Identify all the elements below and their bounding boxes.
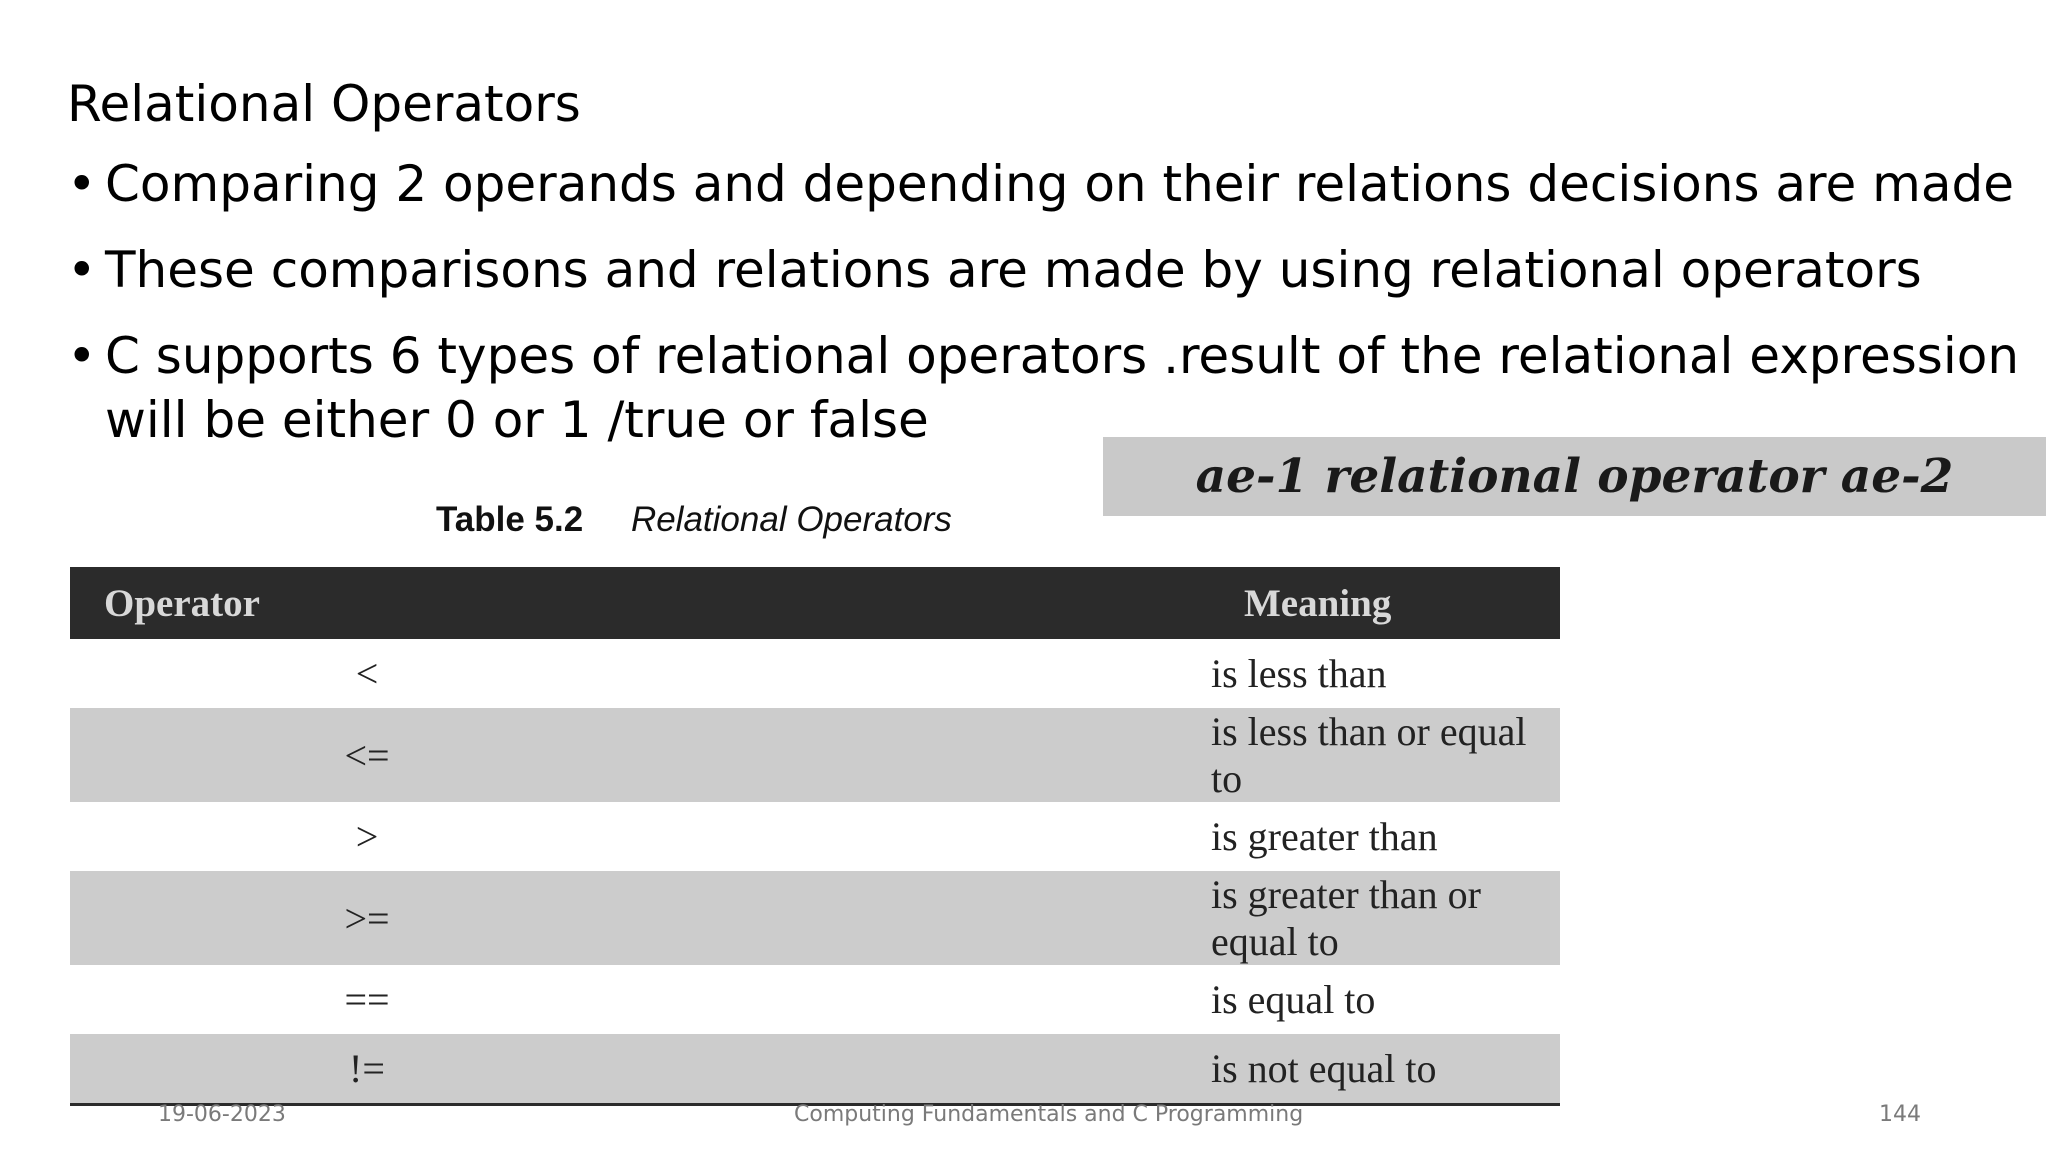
- operator-cell: !=: [70, 1034, 664, 1105]
- table-caption-number: Table 5.2: [436, 500, 584, 539]
- bullet-dot-icon: •: [67, 155, 97, 213]
- header-operator: Operator: [70, 567, 664, 639]
- footer-course-title: Computing Fundamentals and C Programming: [794, 1102, 1304, 1127]
- bullet-text: Comparing 2 operands and depending on their relations decisions are made: [105, 155, 2015, 213]
- footer-date: 19-06-2023: [158, 1102, 286, 1127]
- table-row: [70, 965, 1560, 1034]
- operator-cell: <=: [70, 708, 664, 802]
- bullet-item: [67, 324, 2020, 452]
- meaning-cell: is greater than: [1211, 814, 1438, 859]
- expression-text: ae-1 relational operator ae-2: [1195, 449, 1954, 504]
- meaning-cell: is greater than or equal to: [664, 871, 1560, 965]
- table-row: [70, 802, 1560, 871]
- operators-table: [70, 567, 1560, 1106]
- bullet-dot-icon: •: [67, 327, 97, 385]
- bullet-text: These comparisons and relations are made by using relational operators: [105, 241, 1922, 299]
- meaning-cell: is not equal to: [664, 1034, 1560, 1105]
- bullet-text: C supports 6 types of relational operators .result of the relational expression: [105, 327, 2020, 385]
- table-caption: [436, 500, 952, 540]
- operator-cell: ==: [344, 977, 390, 1022]
- meaning-cell: is less than: [1211, 651, 1387, 696]
- table-row: [70, 708, 1560, 802]
- meaning-cell: is equal to: [1211, 977, 1376, 1022]
- operator-cell: >: [355, 814, 379, 859]
- table-caption-title: Relational Operators: [630, 500, 952, 539]
- table-row: [70, 639, 1560, 708]
- bullet-text-continuation: will be either 0 or 1 /true or false: [105, 391, 929, 449]
- operator-cell: <: [355, 651, 379, 696]
- bullet-item: [67, 152, 2017, 216]
- expression-box: [1103, 437, 2046, 516]
- slide-title: Relational Operators: [67, 75, 581, 133]
- meaning-cell: is less than or equal to: [664, 708, 1560, 802]
- bullet-list: [67, 152, 2020, 474]
- footer-page-number: 144: [1879, 1102, 1921, 1127]
- operator-cell: >=: [70, 871, 664, 965]
- bullet-item: [67, 238, 2017, 302]
- table-row: [70, 871, 1560, 965]
- bullet-dot-icon: •: [67, 241, 97, 299]
- header-meaning: Meaning: [664, 567, 1560, 639]
- table-header-row: [70, 567, 1560, 639]
- table-row: [70, 1034, 1560, 1105]
